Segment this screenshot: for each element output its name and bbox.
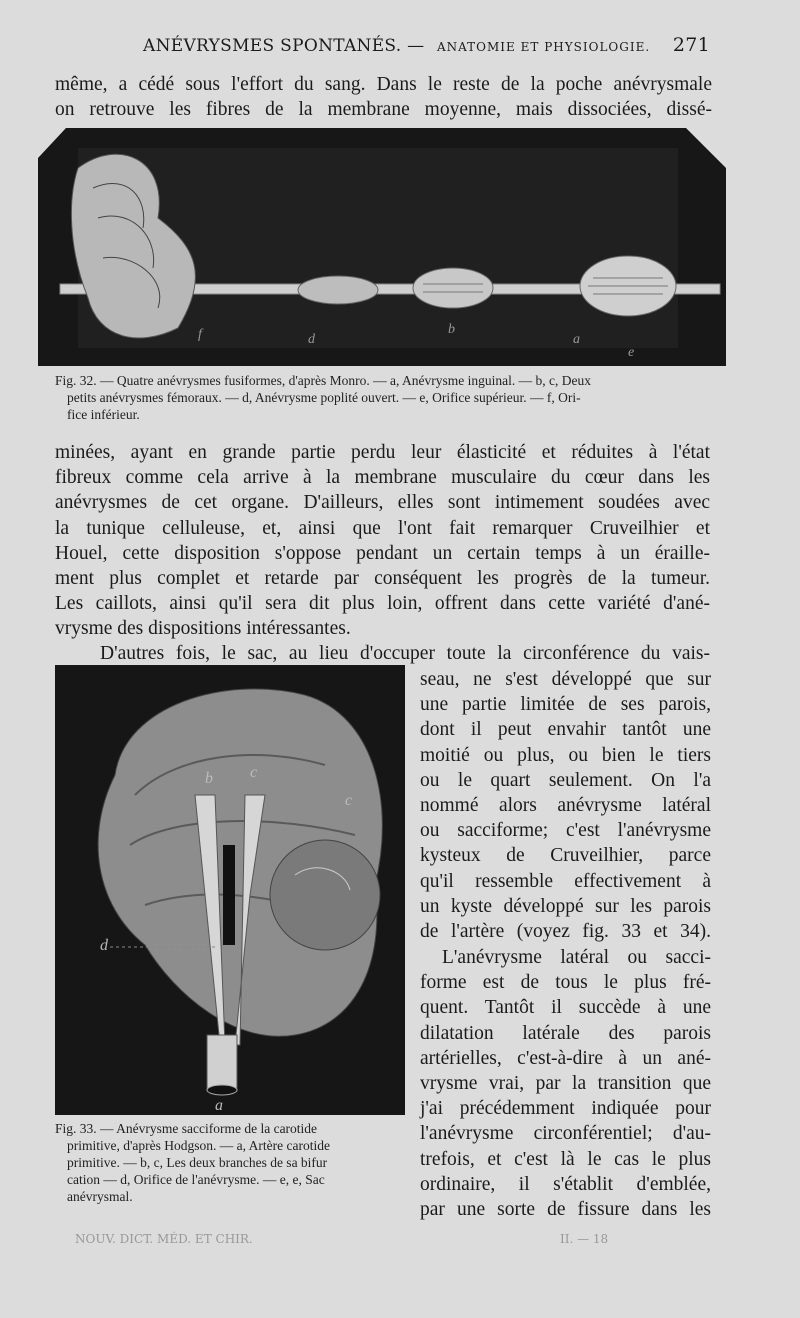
- text-line: anévrysmes de cet organe. D'ailleurs, elles sont intimement soudées avec: [55, 492, 710, 514]
- footer-sheet-number: II. — 18: [560, 1232, 609, 1246]
- svg-text:c: c: [250, 764, 258, 781]
- figure-33-caption: [55, 1120, 410, 1205]
- text-line: Les caillots, ainsi qu'il sera dit plus loin, offrent dans cette variété d'ané-: [55, 593, 710, 615]
- text-line: Houel, cette disposition s'oppose pendant un certain temps à un éraille-: [55, 542, 710, 564]
- text-line: ou le quart seulement. On l'a: [420, 769, 711, 791]
- text-line: la tunique celluleuse, et, ainsi que l'ont fait remarquer Cruveilhier et: [55, 517, 710, 539]
- text-line: kysteux de Cruveilhier, parce: [420, 845, 711, 867]
- figure-33-engraving: [55, 665, 405, 1115]
- paragraph-4-right-column: [420, 945, 711, 1222]
- header-subtitle: ANATOMIE ET PHYSIOLOGIE.: [437, 40, 651, 54]
- text-line: trefois, et c'est là le cas le plus: [420, 1148, 711, 1170]
- text-line: minées, ayant en grande partie perdu leur élasticité et réduites à l'état: [55, 442, 710, 463]
- text-line: fibreux comme cela arrive à la membrane musculaire du cœur dans les: [55, 467, 710, 489]
- caption-line: fice inférieur.: [67, 407, 140, 422]
- text-line: ordinaire, il s'établit d'emblée,: [420, 1173, 711, 1195]
- page-number: 271: [672, 34, 710, 56]
- caption-line: cation — d, Orifice de l'anévrysme. — e, e, Sac: [67, 1172, 325, 1187]
- text-line: on retrouve les fibres de la membrane moyenne, mais dissociées, dissé-: [55, 99, 712, 121]
- svg-text:a: a: [573, 332, 580, 347]
- text-line: qu'il ressemble effectivement à: [420, 870, 711, 892]
- svg-text:b: b: [205, 770, 213, 787]
- svg-text:f: f: [198, 327, 202, 342]
- text-line: forme est de tous le plus fré-: [420, 972, 711, 994]
- svg-text:d: d: [100, 937, 108, 954]
- text-line: artérielles, c'est-à-dire à un ané-: [420, 1047, 711, 1069]
- text-line: l'anévrysme circonférentiel; d'au-: [420, 1123, 711, 1145]
- text-line: nommé alors anévrysme latéral: [420, 795, 711, 817]
- text-line: vrysme vrai, par la transition que: [420, 1073, 711, 1095]
- caption-line: primitive, d'après Hodgson. — a, Artère carotide: [67, 1138, 330, 1153]
- caption-line: Fig. 32. — Quatre anévrysmes fusiformes, d'après Monro. — a, Anévrysme inguinal. — b, c, Deux: [55, 373, 591, 388]
- figure-32-caption: [55, 372, 715, 423]
- text-line: même, a cédé sous l'effort du sang. Dans le reste de la poche anévrysmale: [55, 74, 712, 95]
- footer-signature: NOUV. DICT. MÉD. ET CHIR.: [75, 1232, 253, 1246]
- caption-line: petits anévrysmes fémoraux. — d, Anévrysme poplité ouvert. — e, Orifice supérieur. — f, Ori-: [67, 390, 581, 405]
- text-line: quent. Tantôt il succède à une: [420, 997, 711, 1019]
- text-line: L'anévrysme latéral ou sacci-: [442, 947, 711, 968]
- paragraph-2: [55, 440, 710, 642]
- text-line: moitié ou plus, ou bien le tiers: [420, 744, 711, 766]
- text-line: D'autres fois, le sac, au lieu d'occuper toute la circonférence du vais-: [100, 643, 710, 664]
- caption-line: primitive. — b, c, Les deux branches de sa bifur: [67, 1155, 328, 1170]
- caption-line: anévrysmal.: [67, 1189, 133, 1204]
- text-line: dilatation latérale des parois: [420, 1022, 711, 1044]
- text-line: une partie limitée de ses parois,: [420, 694, 711, 716]
- text-line: dont il peut envahir tantôt une: [420, 719, 711, 741]
- header-title: ANÉVRYSMES SPONTANÉS. —: [143, 36, 425, 56]
- figure-32-engraving: [38, 128, 726, 368]
- text-line: de l'artère (voyez fig. 33 et 34).: [420, 921, 711, 943]
- svg-text:d: d: [308, 332, 315, 347]
- text-line: un kyste développé sur les parois: [420, 895, 711, 917]
- text-line: ou sacciforme; c'est l'anévrysme: [420, 820, 711, 842]
- caption-line: Fig. 33. — Anévrysme sacciforme de la carotide: [55, 1121, 318, 1136]
- svg-text:e: e: [628, 345, 635, 360]
- svg-text:b: b: [448, 322, 455, 337]
- text-line: j'ai précédemment indiquée pour: [420, 1098, 711, 1120]
- text-line: seau, ne s'est développé que sur: [420, 669, 711, 690]
- svg-text:c: c: [345, 792, 353, 809]
- text-line: par une sorte de fissure dans les: [420, 1199, 711, 1221]
- paragraph-3-first-line: [100, 641, 710, 666]
- text-line: vrysme des dispositions intéressantes.: [55, 618, 351, 640]
- running-header: [55, 34, 710, 62]
- paragraph-3-right-column: [420, 667, 711, 944]
- svg-text:a: a: [215, 1097, 223, 1114]
- paragraph-1: [55, 72, 712, 122]
- text-line: ment plus complet et retarde par conséquent les progrès de la tumeur.: [55, 568, 710, 590]
